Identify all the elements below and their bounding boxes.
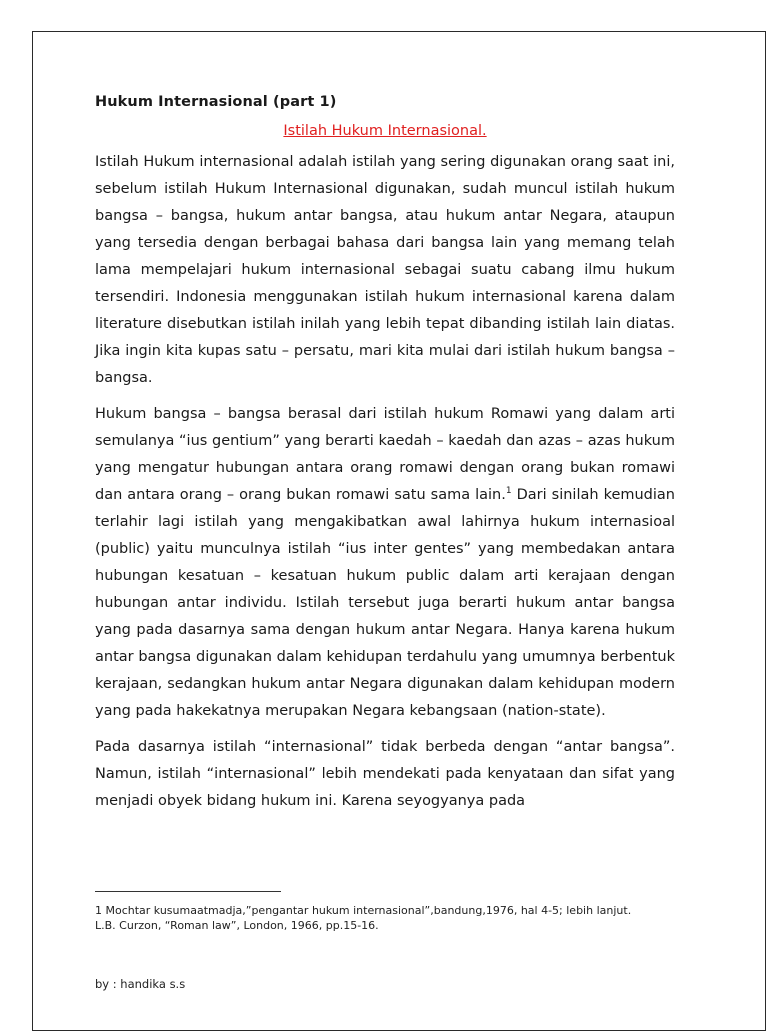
document-page (32, 31, 766, 1031)
paragraph-2-text-b: Dari sinilah kemudian terlahir lagi istilah yang mengakibatkan awal lahirnya hukum internasioal (public) yaitu munculnya istilah “ius inter gentes” yang membedakan antara hubungan kesatuan – kesatuan hukum public dalam arti kerajaan dengan hubungan antar individu. Istilah tersebut juga berarti hukum antar bangsa yang pada dasarnya sama dengan hukum antar Negara. Hanya karena hukum antar bangsa digunakan dalam kehidupan terdahulu yang umumnya berbentuk kerajaan, sedangkan hukum antar Negara digunakan dalam kehidupan modern yang pada hakekatnya merupakan Negara kebangsaan (nation-state). (95, 487, 675, 719)
paragraph-1: Istilah Hukum internasional adalah istilah yang sering digunakan orang saat ini, sebelum istilah Hukum Internasional digunakan, sudah muncul istilah hukum bangsa – bangsa, hukum antar bangsa, atau hukum antar Negara, ataupun yang tersedia dengan berbagai bahasa dari bangsa lain yang memang telah lama mempelajari hukum internasional sebagai suatu cabang ilmu hukum tersendiri. Indonesia menggunakan istilah hukum internasional karena dalam literature disebutkan istilah inilah yang lebih tepat dibanding istilah lain diatas. Jika ingin kita kupas satu – persatu, mari kita mulai dari istilah hukum bangsa – bangsa. (95, 154, 675, 386)
paragraph-2-text-a: Hukum bangsa – bangsa berasal dari istilah hukum Romawi yang dalam arti semulanya “ius gentium” yang berarti kaedah – kaedah dan azas – azas hukum yang mengatur hubungan antara orang romawi dengan orang bukan romawi dan antara orang – orang bukan romawi satu sama lain. (95, 406, 675, 503)
page-footer: by : handika s.s (95, 977, 186, 991)
document-title: Hukum Internasional (part 1) (95, 94, 337, 110)
footnote (95, 903, 675, 933)
footnote-marker: 1 (505, 486, 512, 497)
footnote-line-2: L.B. Curzon, “Roman law”, London, 1966, pp.15-16. (95, 919, 379, 932)
footnote-line-1: 1 Mochtar kusumaatmadja,”pengantar hukum internasional”,bandung,1976, hal 4-5; lebih lanjut. (95, 904, 632, 917)
paragraph-2 (95, 401, 675, 725)
section-title: Istilah Hukum Internasional. (283, 123, 487, 139)
document-body (95, 94, 675, 824)
footnote-separator (95, 891, 281, 892)
paragraph-3: Pada dasarnya istilah “internasional” tidak berbeda dengan “antar bangsa”. Namun, istilah “internasional” lebih mendekati pada kenyataan dan sifat yang menjadi obyek bidang hukum ini. Karena seyogyanya pada (95, 739, 675, 809)
